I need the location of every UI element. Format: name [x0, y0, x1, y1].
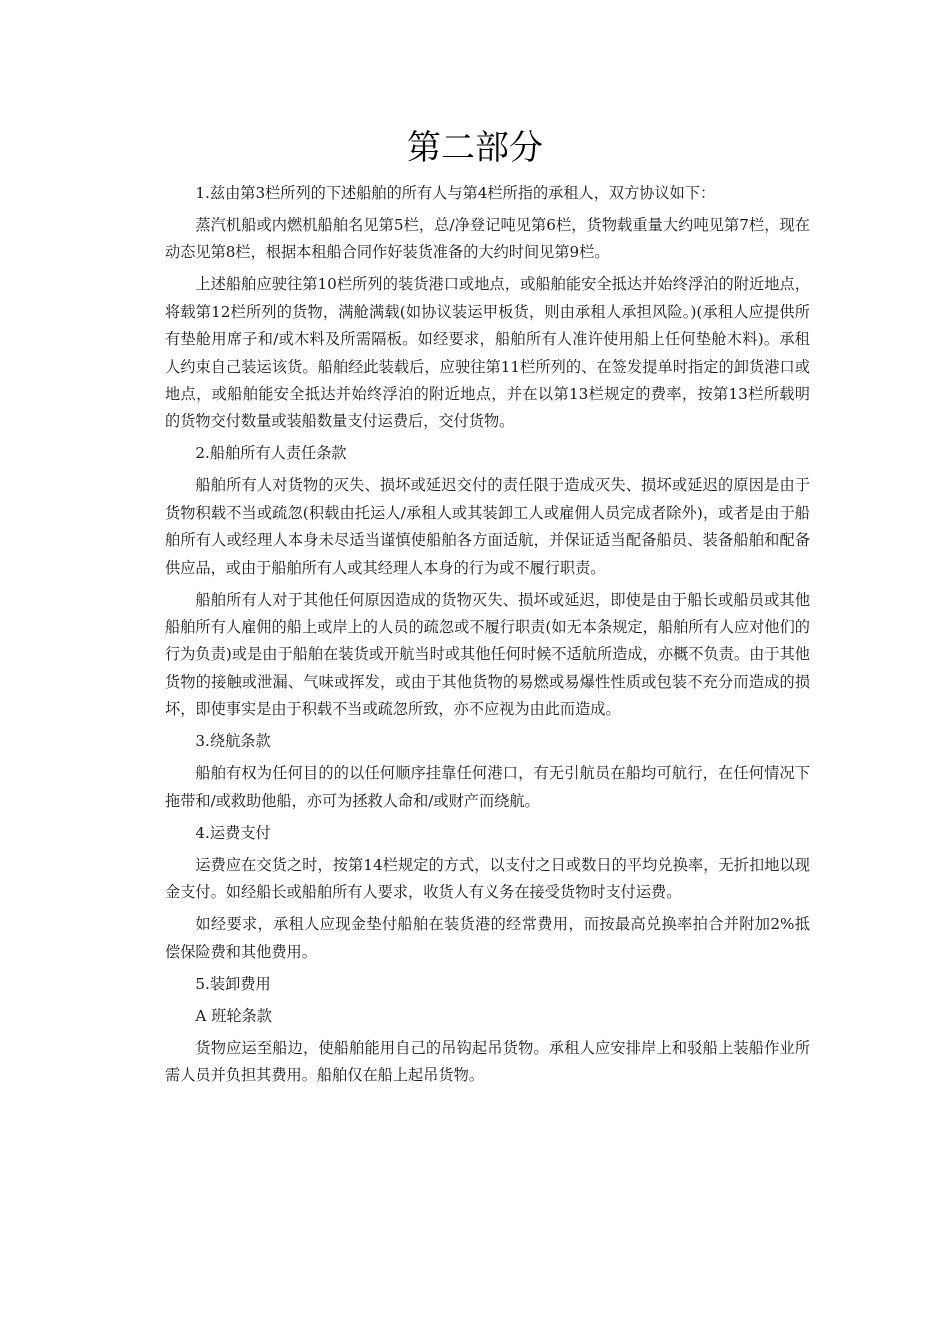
paragraph-loading-voyage: 上述船舶应驶往第10栏所列的装货港口或地点，或船舶能安全抵达并始终浮泊的附近地点，将载第12栏所列的货物，满舱满载(如协议装运甲板货，则由承租人承担风险。)(承租人应提供所有垫舱用席子和/或木料及所需隔板。如经要求，船舶所有人准许使用船上任何垫舱木料)。承租人约束自己装运该货。船舶经此装载后，应驶往第11栏所列的、在签发提单时指定的卸货港口或地点，或船舶能安全抵达并始终浮泊的附近地点，并在以第13栏规定的费率，按第13栏所载明的货物交付数量或装船数量支付运费后，交付货物。 [165, 275, 810, 431]
paragraph-vessel-description: 蒸汽机船或内燃机船舶名见第5栏，总/净登记吨见第6栏，货物载重量大约吨见第7栏，现在动态见第8栏，根据本租船合同作好装货准备的大约时间见第9栏。 [165, 216, 810, 262]
document-body [165, 180, 810, 1089]
clause-heading-owners-responsibility: 2.船舶所有人责任条款 [195, 444, 347, 463]
page-title: 第二部分 [407, 128, 543, 168]
paragraph-liner-terms: 货物应运至船边，使船舶能用自己的吊钩起吊货物。承租人应安排岸上和驳船上装船作业所需人员并负担其费用。船舶仅在船上起吊货物。 [165, 1038, 810, 1084]
paragraph-cash-advance: 如经要求，承租人应现金垫付船舶在装货港的经常费用，而按最高兑换率拍合并附加2%抵偿保险费和其他费用。 [165, 915, 810, 961]
paragraph-freight-payment: 运费应在交货之时，按第14栏规定的方式，以支付之日或数日的平均兑换率，无折扣地以现金支付。如经船长或船舶所有人要求，收货人有义务在接受货物时支付运费。 [165, 855, 810, 902]
clause-heading-freight-payment: 4.运费支付 [195, 823, 271, 842]
paragraph-deviation: 船舶有权为任何目的的以任何顺序挂靠任何港口，有无引航员在船均可航行，在任何情况下拖带和/或救助他船，亦可为拯救人命和/或财产而绕航。 [165, 764, 810, 810]
paragraph-owners-liability: 船舶所有人对货物的灭失、损坏或延迟交付的责任限于造成灭失、损坏或延迟的原因是由于货物积载不当或疏忽(积载由托运人/承租人或其装卸工人或雇佣人员完成者除外)，或者是由于船舶所有人或经理人本身未尽适当谨慎使船舶各方面适航，并保证适当配备船员、装备船舶和配备供应品，或由于船舶所有人或其经理人本身的行为或不履行职责。 [165, 476, 810, 577]
subclause-heading-liner-terms: A 班轮条款 [195, 1006, 272, 1025]
paragraph-owners-exemption: 船舶所有人对于其他任何原因造成的货物灭失、损坏或延迟，即使是由于船长或船员或其他船舶所有人雇佣的船上或岸上的人员的疏忽或不履行职责(如无本条规定，船舶所有人应对他们的行为负责)或是由于船舶在装货或开航当时或其他任何时候不适航所造成，亦概不负责。由于其他货物的接触或泄漏、气味或挥发，或由于其他货物的易燃或易爆性性质或包装不充分而造成的损坏，即使事实是由于积载不当或疏忽所致，亦不应视为由此而造成。 [165, 590, 810, 719]
clause-heading-loading-costs: 5.装卸费用 [195, 974, 271, 993]
clause-heading-deviation: 3.绕航条款 [195, 732, 271, 751]
clause-1-intro: 1.兹由第3栏所列的下述船舶的所有人与第4栏所指的承租人，双方协议如下： [195, 184, 716, 202]
